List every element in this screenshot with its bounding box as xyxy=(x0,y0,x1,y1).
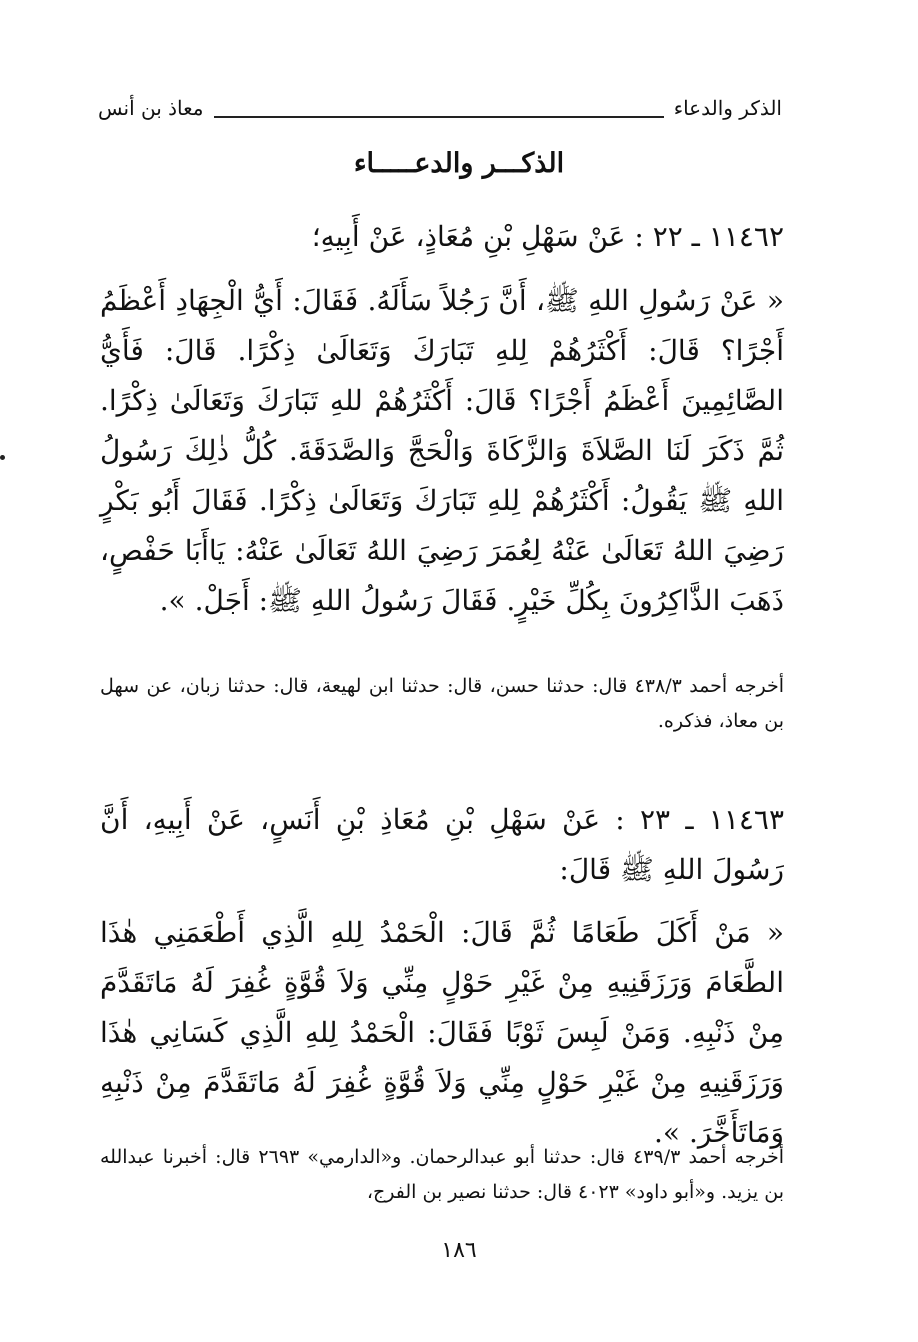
header-narrator: معاذ بن أنس xyxy=(98,96,204,120)
chapter-title: الذكـــر والدعـــــاء xyxy=(353,148,565,179)
hadith-body: « عَنْ رَسُولِ اللهِ ﷺ، أَنَّ رَجُلاً سَأَلَهُ. فَقَالَ: أَيُّ الْجِهَادِ أَعْظَمُ أَجْرًا؟ قَالَ: أَكْثَرُهُمْ لِلهِ تَبَارَكَ وَتَعَالَىٰ ذِكْرًا. قَالَ: فَأَيُّ الصَّائِمِينَ أَعْظَمُ أَجْرًا؟ قَالَ: أَكْثَرُهُمْ للهِ تَبَارَكَ وَتَعَالَىٰ ذِكْرًا. ثُمَّ ذَكَرَ لَنَا الصَّلاَةَ وَالزَّكَاةَ وَالْحَجَّ وَالصَّدَقَةَ. كُلُّ ذٰلِكَ رَسُولُ اللهِ ﷺ يَقُولُ: أَكْثَرُهُمْ لِلهِ تَبَارَكَ وَتَعَالَىٰ ذِكْرًا. فَقَالَ أَبُو بَكْرٍ رَضِيَ اللهُ تَعَالَىٰ عَنْهُ لِعُمَرَ رَضِيَ اللهُ تَعَالَىٰ عَنْهُ: يَاأَبَا حَفْصٍ، ذَهَبَ الذَّاكِرُونَ بِكُلِّ خَيْرٍ. فَقَالَ رَسُولُ اللهِ ﷺ: أَجَلْ. ». xyxy=(100,284,784,617)
hadith-body: « مَنْ أَكَلَ طَعَامًا ثُمَّ قَالَ: الْحَمْدُ لِلهِ الَّذِي أَطْعَمَنِي هٰذَا الطَّعَامَ وَرَزَقَنِيهِ مِنْ غَيْرِ حَوْلٍ مِنِّي وَلاَ قُوَّةٍ غُفِرَ لَهُ مَاتَقَدَّمَ مِنْ ذَنْبِهِ. وَمَنْ لَبِسَ ثَوْبًا فَقَالَ: الْحَمْدُ لِلهِ الَّذِي كَسَانِي هٰذَا وَرَزَقَنِيهِ مِنْ غَيْرِ حَوْلٍ مِنِّي وَلاَ قُوَّةٍ غُفِرَ لَهُ مَاتَقَدَّمَ مِنْ ذَنْبِهِ وَمَاتَأَخَّرَ. ». xyxy=(100,916,784,1149)
running-header xyxy=(98,88,782,128)
header-rule xyxy=(214,116,664,118)
hadith-source: أخرجه أحمد ٤٣٩/٣ قال: حدثنا أبو عبدالرحمان. و«الدارمي» ٢٦٩٣ قال: أخبرنا عبدالله بن يزيد. و«أبو داود» ٤٠٢٣ قال: حدثنا نصير بن الفرج، xyxy=(100,1146,785,1203)
margin-mark xyxy=(0,455,5,460)
header-chapter-title: الذكر والدعاء xyxy=(673,96,782,120)
hadith-heading: ١١٤٦٣ ـ ٢٣ : عَنْ سَهْلِ بْنِ مُعَاذِ بْنِ أَنَسٍ، عَنْ أَبِيهِ، أَنَّ رَسُولَ اللهِ ﷺ قَالَ: xyxy=(100,803,784,886)
hadith-heading: ١١٤٦٢ ـ ٢٢ : عَنْ سَهْلِ بْنِ مُعَاذٍ، عَنْ أَبِيهِ؛ xyxy=(311,220,784,253)
hadith-source: أخرجه أحمد ٤٣٨/٣ قال: حدثنا حسن، قال: حدثنا ابن لهيعة، قال: حدثنا زبان، عن سهل بن معاذ، فذكره. xyxy=(100,675,784,732)
page-number: ١٨٦ xyxy=(441,1238,477,1263)
